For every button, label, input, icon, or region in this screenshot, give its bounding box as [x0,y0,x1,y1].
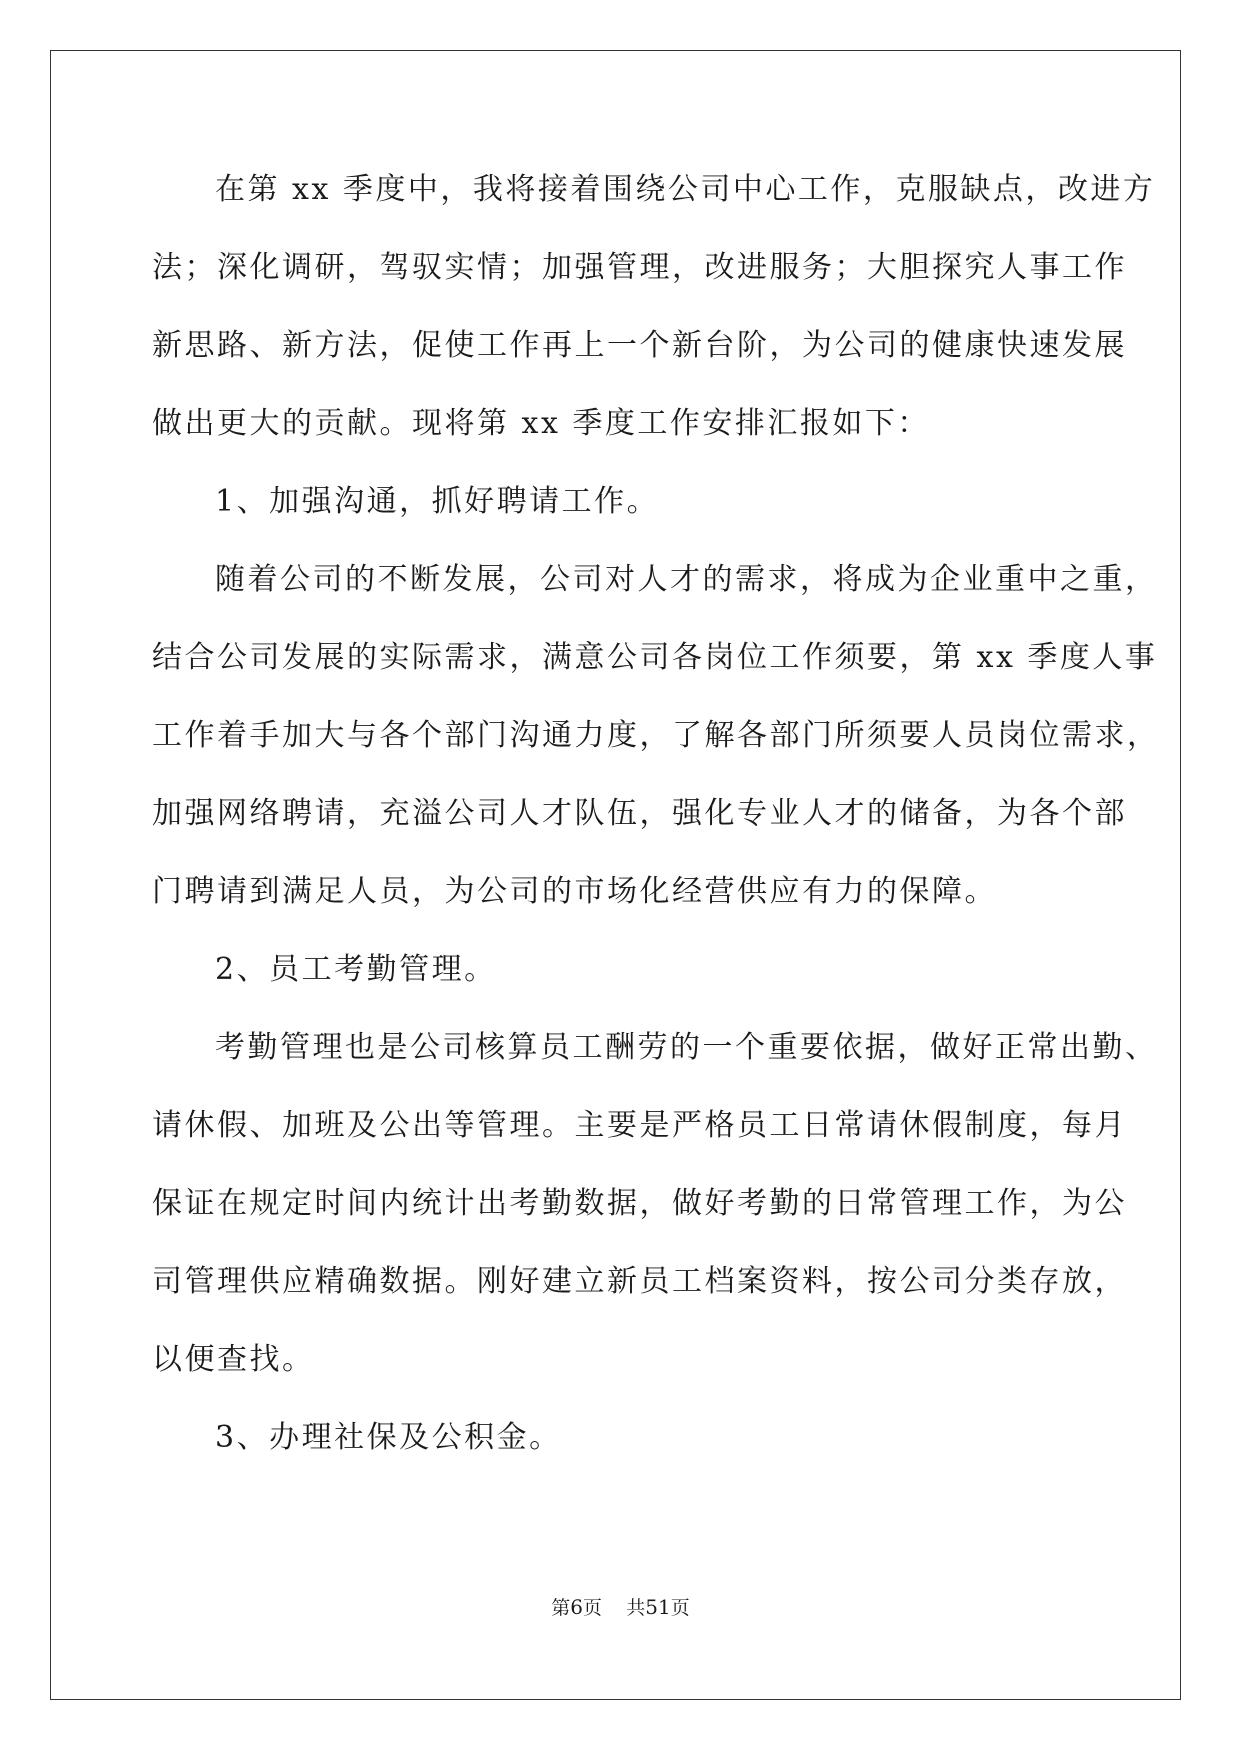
total-pages: 51 [645,1595,671,1619]
page-prefix: 第 [551,1597,571,1619]
paragraph-line: 司管理供应精确数据。刚好建立新员工档案资料，按公司分类存放， [152,1264,1127,1299]
paragraph-line: 保证在规定时间内统计出考勤数据，做好考勤的日常管理工作，为公 [152,1186,1127,1221]
paragraph-line: 工作着手加大与各个部门沟通力度，了解各部门所须要人员岗位需求， [152,718,1160,753]
section-heading-2: 2、员工考勤管理。 [215,952,497,987]
total-prefix: 共 [626,1597,646,1619]
paragraph-line: 门聘请到满足人员，为公司的市场化经营供应有力的保障。 [152,874,997,909]
paragraph-line: 在第 xx 季度中，我将接着围绕公司中心工作，克服缺点，改进方 [215,172,1156,207]
page-footer [0,1593,1241,1620]
section-heading-3: 3、办理社保及公积金。 [215,1420,562,1455]
paragraph-line: 法；深化调研，驾驭实情；加强管理，改进服务；大胆探究人事工作 [152,250,1127,285]
paragraph-line: 请休假、加班及公出等管理。主要是严格员工日常请休假制度，每月 [152,1108,1127,1143]
paragraph-line: 结合公司发展的实际需求，满意公司各岗位工作须要，第 xx 季度人事 [152,640,1158,675]
paragraph-line: 随着公司的不断发展，公司对人才的需求，将成为企业重中之重， [215,562,1158,597]
paragraph-line: 做出更大的贡献。现将第 xx 季度工作安排汇报如下： [152,406,930,441]
total-suffix: 页 [670,1597,690,1619]
paragraph-line: 新思路、新方法，促使工作再上一个新台阶，为公司的健康快速发展 [152,328,1127,363]
paragraph-line: 以便查找。 [152,1342,315,1377]
page-suffix: 页 [583,1597,603,1619]
paragraph-line: 考勤管理也是公司核算员工酬劳的一个重要依据，做好正常出勤、 [215,1030,1158,1065]
section-heading-1: 1、加强沟通，抓好聘请工作。 [215,484,660,519]
page-number: 6 [570,1595,584,1619]
paragraph-line: 加强网络聘请，充溢公司人才队伍，强化专业人才的储备，为各个部 [152,796,1127,831]
